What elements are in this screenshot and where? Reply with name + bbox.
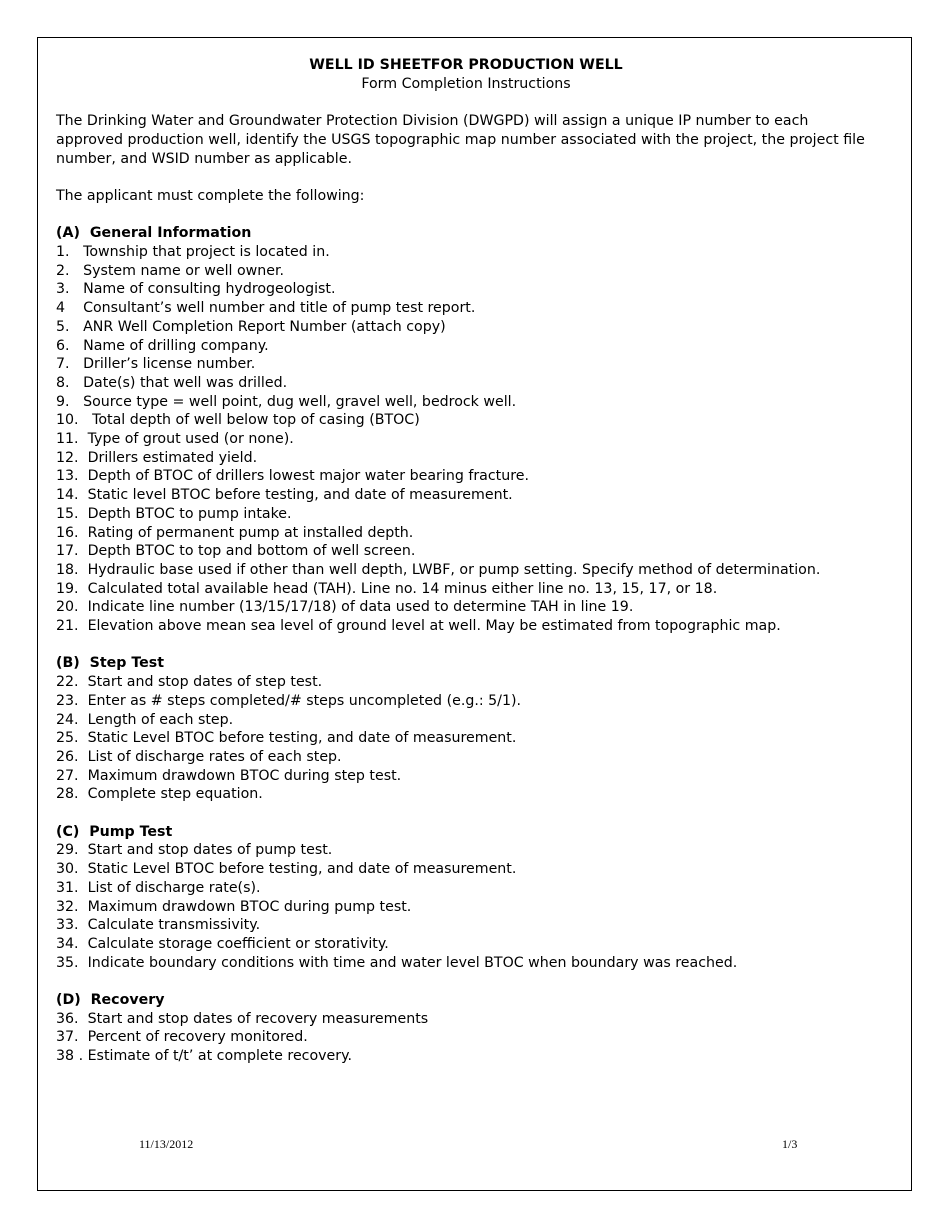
list-item-text: Maximum drawdown BTOC during step test. [87,767,402,784]
list-item-text: Start and stop dates of recovery measurements [87,1010,429,1027]
list-item-text: Indicate boundary conditions with time and water level BTOC when boundary was reached. [87,954,738,971]
list-item-text: Type of grout used (or none). [87,431,294,448]
list-item-number: 11. [56,431,88,448]
list-item-text: Start and stop dates of pump test. [87,842,333,859]
list-item-text: Source type = well point, dug well, gravel well, bedrock well. [83,393,517,410]
list-item-text: Static Level BTOC before testing, and date of measurement. [87,861,517,878]
list-item [56,280,876,299]
list-item-text: Driller’s license number. [83,356,256,373]
list-item [56,711,876,730]
list-item [56,916,876,935]
list-item-text: Name of drilling company. [83,337,269,354]
list-item-text: List of discharge rate(s). [87,879,261,896]
list-item-number: 23. [56,692,88,709]
footer-date: 11/13/2012 [139,1137,194,1151]
list-item [56,486,876,505]
lead-sentence: The applicant must complete the following: [56,187,365,204]
list-item [56,542,876,561]
list-item [56,1028,876,1047]
list-item [56,1010,876,1029]
list-item [56,767,876,786]
list-item-number: 36. [56,1010,88,1027]
list-item-text: List of discharge rates of each step. [87,748,342,765]
list-item-text: Enter as # steps completed/# steps uncompleted (e.g.: 5/1). [87,692,522,709]
list-item-number: 22. [56,674,88,691]
list-item [56,524,876,543]
list-item-text: Total depth of well below top of casing (BTOC) [92,412,420,429]
list-item [56,935,876,954]
list-item-text: Complete step equation. [87,786,263,803]
list-item-number: 10. [56,412,93,429]
list-item-number: 20. [56,599,88,616]
page-title: WELL ID SHEETFOR PRODUCTION WELL [309,57,623,73]
list-item [56,860,876,879]
section-heading: (D) Recovery [56,992,165,1009]
list-item-text: Maximum drawdown BTOC during pump test. [87,898,412,915]
list-item-text: Length of each step. [87,711,234,728]
list-item-text: Hydraulic base used if other than well depth, LWBF, or pump setting. Specify method of determination. [87,561,821,578]
list-item-text: Rating of permanent pump at installed depth. [87,524,414,541]
list-item-number: 35. [56,954,88,971]
list-item [56,673,876,692]
list-item [56,561,876,580]
list-item-number: 32. [56,898,88,915]
list-item-number: 30. [56,861,88,878]
section-heading: (B) Step Test [56,655,165,672]
list-item-text: Depth of BTOC of drillers lowest major water bearing fracture. [87,468,529,485]
list-item-number: 18. [56,561,88,578]
list-item [56,467,876,486]
list-item-number: 1. [56,243,84,260]
list-item-number: 26. [56,748,88,765]
list-item-text: Depth BTOC to top and bottom of well screen. [87,543,416,560]
list-item-text: Drillers estimated yield. [87,449,258,466]
list-item-text: Start and stop dates of step test. [87,674,323,691]
list-item [56,355,876,374]
list-item-number: 9. [56,393,84,410]
list-item-number: 16. [56,524,88,541]
list-item [56,898,876,917]
list-item [56,954,876,973]
list-item-number: 4 [56,300,84,317]
list-item-text: Township that project is located in. [83,243,330,260]
list-item-text: ANR Well Completion Report Number (attach copy) [83,318,446,335]
list-item-number: 38 . [56,1048,88,1065]
list-item-text: Date(s) that well was drilled. [83,374,288,391]
list-item-number: 8. [56,374,84,391]
list-item-number: 12. [56,449,88,466]
list-item-text: Calculate transmissivity. [87,917,261,934]
page-subtitle: Form Completion Instructions [361,75,571,92]
list-item-number: 37. [56,1029,88,1046]
list-item-text: Calculate storage coefficient or storativity. [87,935,389,952]
list-item-text: Calculated total available head (TAH). Line no. 14 minus either line no. 13, 15, 17, or 18. [87,580,718,597]
section-heading: (C) Pump Test [56,823,173,840]
list-item [56,299,876,318]
list-item [56,785,876,804]
list-item-number: 25. [56,730,88,747]
list-item-number: 6. [56,337,84,354]
list-item-number: 13. [56,468,88,485]
list-item-number: 21. [56,618,88,635]
section-heading: (A) General Information [56,225,252,242]
list-item-number: 28. [56,786,88,803]
list-item-number: 14. [56,487,88,504]
instruction-sections [56,206,876,1066]
list-item-text: Elevation above mean sea level of ground level at well. May be estimated from topographic map. [87,618,781,635]
list-item-number: 17. [56,543,88,560]
list-item [56,411,876,430]
list-item-number: 27. [56,767,88,784]
list-item [56,841,876,860]
list-item [56,243,876,262]
list-item-text: Depth BTOC to pump intake. [87,505,292,522]
list-item-number: 7. [56,356,84,373]
list-item [56,598,876,617]
list-item-number: 15. [56,505,88,522]
list-item [56,729,876,748]
list-item [56,879,876,898]
list-item-number: 3. [56,281,84,298]
list-item-number: 19. [56,580,88,597]
list-item [56,617,876,636]
document-body [56,56,876,1066]
list-item [56,449,876,468]
list-item-text: Consultant’s well number and title of pump test report. [83,300,476,317]
list-item-number: 33. [56,917,88,934]
list-item [56,580,876,599]
list-item-text: Name of consulting hydrogeologist. [83,281,336,298]
list-item [56,748,876,767]
list-item-text: Static Level BTOC before testing, and date of measurement. [87,730,517,747]
list-item-text: Indicate line number (13/15/17/18) of data used to determine TAH in line 19. [87,599,634,616]
list-item-number: 31. [56,879,88,896]
list-item [56,393,876,412]
list-item-text: System name or well owner. [83,262,285,279]
list-item-text: Estimate of t/t’ at complete recovery. [87,1048,352,1065]
list-item-number: 24. [56,711,88,728]
list-item [56,337,876,356]
list-item [56,505,876,524]
list-item [56,262,876,281]
list-item [56,374,876,393]
list-item [56,430,876,449]
list-item-number: 2. [56,262,84,279]
list-item-text: Percent of recovery monitored. [87,1029,308,1046]
footer-page-number: 1/3 [782,1137,798,1151]
list-item-number: 34. [56,935,88,952]
list-item-number: 5. [56,318,84,335]
list-item [56,318,876,337]
list-item-number: 29. [56,842,88,859]
list-item [56,1047,876,1066]
list-item-text: Static level BTOC before testing, and date of measurement. [87,487,513,504]
list-item [56,692,876,711]
intro-paragraph: The Drinking Water and Groundwater Protection Division (DWGPD) will assign a unique IP number to each approved production well, identify the USGS topographic map number associated with the project, the project file number, and WSID number as applicable. [56,113,865,167]
